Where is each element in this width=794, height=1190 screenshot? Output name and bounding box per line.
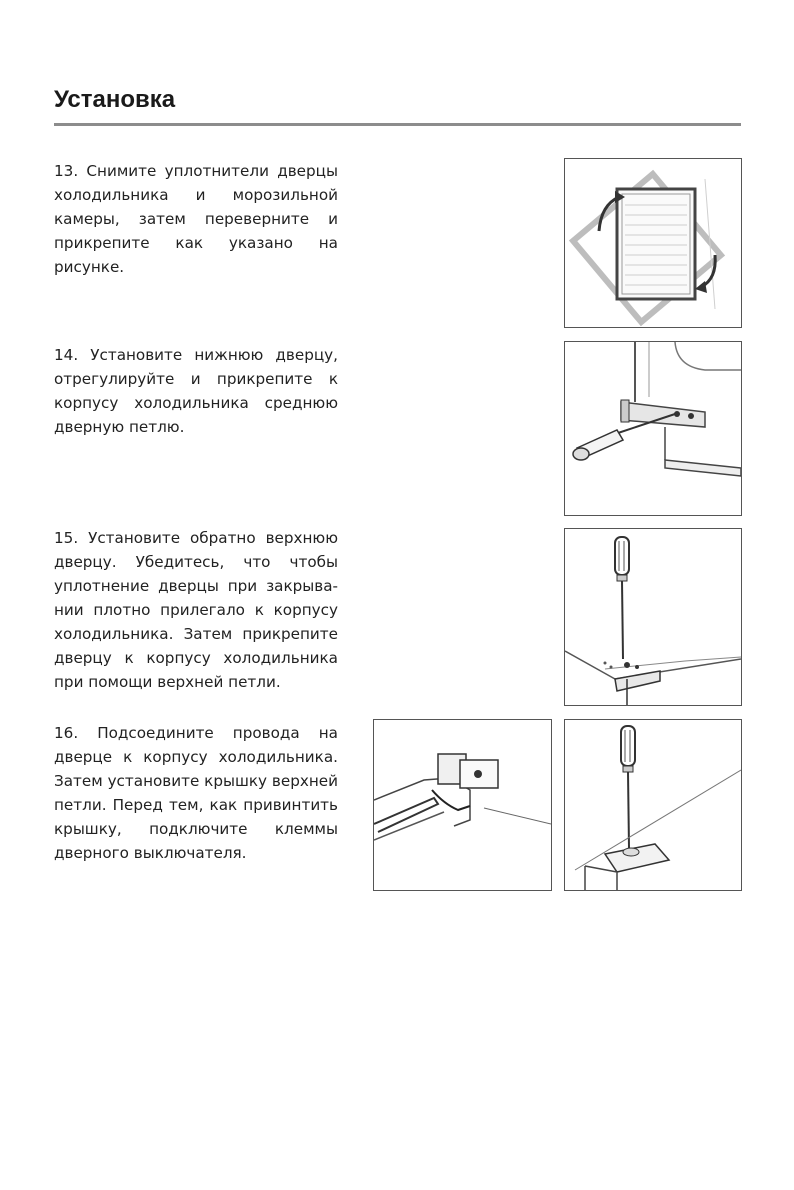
page-title: Установка	[54, 86, 176, 113]
hinge-cover-screwdriver-icon	[564, 719, 742, 891]
step-15-text: 15. Установите обратно верхнюю дверцу. Убедитесь, что чтобы уплотнение дверцы при закрыва-нии плотно прилегало к корпусу холодильника. Затем прикрепите дверцу к корпусу холодильника при помощи верхней петли.	[54, 529, 338, 691]
middle-hinge-screwdriver-icon	[564, 341, 742, 516]
door-gasket-flip-icon	[564, 158, 742, 328]
title-divider	[54, 123, 741, 126]
step-13-text: 13. Снимите уплотнители дверцы холодильника и морозильной камеры, затем переверните и прикрепите как указано на рисунке.	[54, 162, 338, 276]
door-wire-connector-icon	[373, 719, 552, 891]
top-hinge-screwdriver-icon	[564, 528, 742, 706]
step-14-text: 14. Установите нижнюю дверцу, отрегулируйте и прикрепите к корпусу холодильника среднюю дверную петлю.	[54, 346, 338, 436]
step-16-text: 16. Подсоедините провода на дверце к корпусу холодильника. Затем установите крышку верхней петли. Перед тем, как привинтить крышку, подключите клеммы дверного выключателя.	[54, 724, 338, 862]
